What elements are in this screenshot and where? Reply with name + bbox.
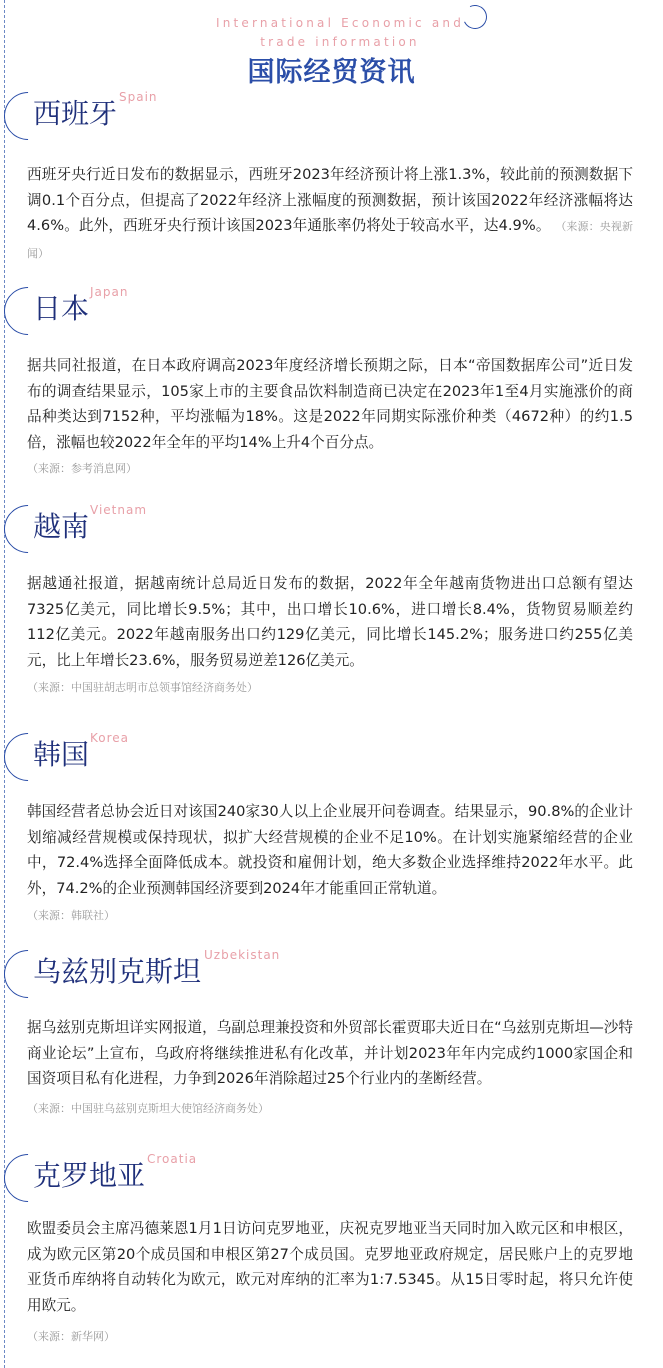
section-source: （来源：参考消息网） (27, 462, 137, 475)
header-english-title: International Economic and trade information (215, 16, 465, 49)
section-croatia (0, 1152, 663, 1343)
section-source: （来源：韩联社） (27, 909, 115, 922)
section-english-label: Uzbekistan (204, 948, 281, 962)
section-title: 日本 (33, 292, 90, 325)
page-title: 国际经贸资讯 (247, 57, 416, 88)
section-heading (0, 503, 663, 563)
section-title: 克罗地亚 (33, 1159, 146, 1192)
section-english-label: Spain (119, 90, 158, 104)
section-english-label: Korea (90, 731, 130, 745)
section-text: 西班牙央行近日发布的数据显示，西班牙2023年经济预计将上涨1.3%，较此前的预测数据下调0.1个百分点，但提高了2022年经济上涨幅度的预测数据，预计该国2022年经济涨幅将达4.6%。此外，西班牙央行预计该国2023年通胀率仍将处于较高水平，达4.9%。 (27, 166, 633, 234)
section-spain (0, 90, 663, 260)
section-body: 据越通社报道，据越南统计总局近日发布的数据，2022年全年越南货物进出口总额有望达7325亿美元，同比增长9.5%；其中，出口增长10.6%，进口增长8.4%，货物贸易顺差约112亿美元。2022年越南服务出口约129亿美元，同比增长145.2%；服务进口约255亿美元，比上年增长23.6%，服务贸易逆差126亿美元。 (27, 575, 633, 669)
section-english-label: Japan (90, 285, 129, 299)
section-title: 越南 (33, 510, 90, 543)
section-heading (0, 285, 663, 345)
section-body: 据乌兹别克斯坦详实网报道，乌副总理兼投资和外贸部长霍贾耶夫近日在“乌兹别克斯坦—沙特商业论坛”上宣布，乌政府将继续推进私有化改革，并计划2023年年内完成约1000家国企和国资项目私有化进程，力争到2026年消除超过25个行业内的垄断经营。 (27, 1019, 633, 1087)
section-vietnam (0, 503, 663, 694)
section-heading (0, 1152, 663, 1212)
section-source: （来源：中国驻胡志明市总领事馆经济商务处） (27, 681, 258, 694)
section-source: （来源：中国驻乌兹别克斯坦大使馆经济商务处） (27, 1102, 269, 1115)
section-korea (0, 731, 663, 922)
section-source: （来源：新华网） (27, 1330, 115, 1343)
section-english-label: Croatia (147, 1152, 198, 1166)
section-uzbekistan (0, 948, 663, 1115)
section-heading (0, 90, 663, 150)
section-japan (0, 285, 663, 475)
section-title: 韩国 (33, 738, 90, 771)
section-body: 据共同社报道，在日本政府调高2023年度经济增长预期之际，日本“帝国数据库公司”近日发布的调查结果显示，105家上市的主要食品饮料制造商已决定在2023年1至4月实施涨价的商品种类达到7152种，平均涨幅为18%。这是2022年同期实际涨价种类（4672种）的约1.5倍，涨幅也较2022年全年的平均14%上升4个百分点。 (27, 357, 633, 451)
section-heading (0, 731, 663, 791)
section-source: （来源：央视新闻） (27, 220, 634, 260)
section-body: 韩国经营者总协会近日对该国240家30人以上企业展开问卷调查。结果显示，90.8%的企业计划缩减经营规模或保持现状，拟扩大经营规模的企业不足10%。在计划实施紧缩经营的企业中，72.4%选择全面降低成本。就投资和雇佣计划，绝大多数企业选择维持2022年水平。此外，74.2%的企业预测韩国经济要到2024年才能重回正常轨道。 (27, 803, 633, 897)
section-title: 西班牙 (33, 97, 118, 130)
section-body: 欧盟委员会主席冯德莱恩1月1日访问克罗地亚，庆祝克罗地亚当天同时加入欧元区和申根区，成为欧元区第20个成员国和申根区第27个成员国。克罗地亚政府规定，居民账户上的克罗地亚货币库纳将自动转化为欧元，欧元对库纳的汇率为1:7.5345。从15日零时起，将只允许使用欧元。 (27, 1220, 633, 1314)
page-header (0, 0, 663, 90)
section-title: 乌兹别克斯坦 (33, 955, 202, 988)
section-heading (0, 948, 663, 1008)
section-body (27, 162, 633, 266)
section-english-label: Vietnam (90, 503, 148, 517)
